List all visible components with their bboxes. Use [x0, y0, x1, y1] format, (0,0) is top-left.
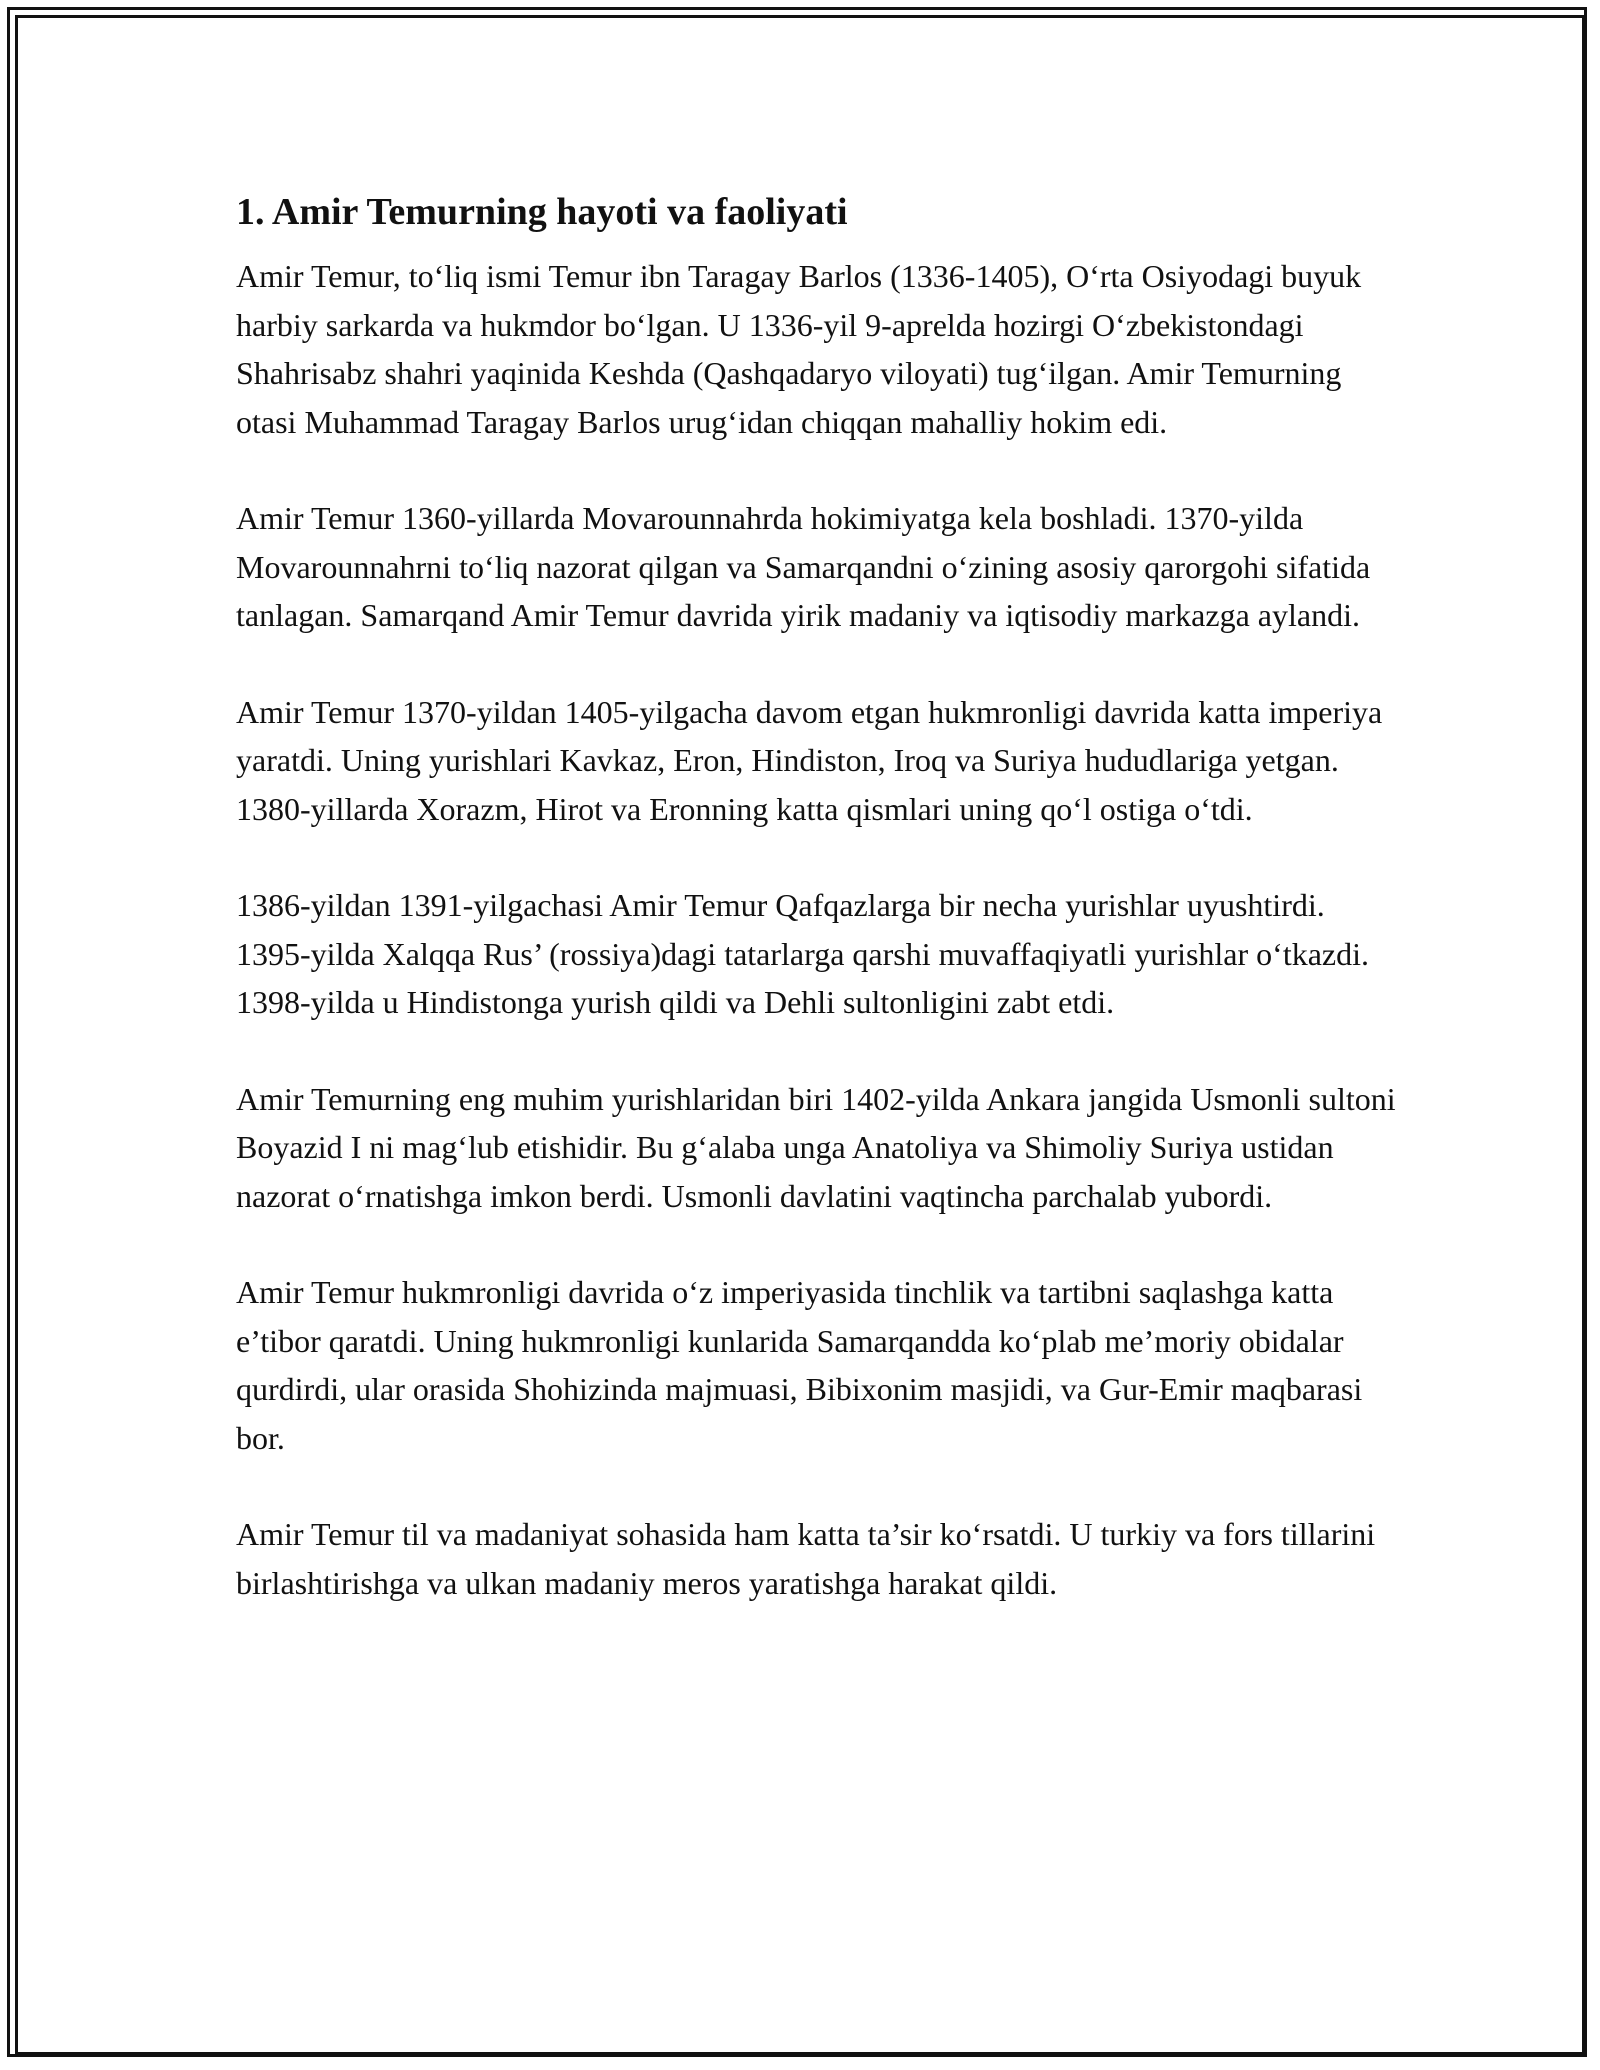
paragraph-culture: Amir Temur til va madaniyat sohasida ham katta ta’sir ko‘rsatdi. U turkiy va fors tillarini birlashtirishga va ulkan madaniy meros yaratishga harakat qildi. [236, 1516, 1376, 1601]
paragraph-ankara-battle: Amir Temurning eng muhim yurishlaridan biri 1402-yilda Ankara jangida Usmonli sultoni Boyazid I ni mag‘lub etishidir. Bu g‘alaba unga Anatoliya va Shimoliy Suriya ustidan nazorat o‘rnatishga imkon berdi. Usmonli davlatini vaqtincha parchalab yubordi. [236, 1080, 1396, 1214]
section-heading: 1. Amir Temurning hayoti va faoliyati [236, 191, 848, 233]
paragraph-architecture: Amir Temur hukmronligi davrida o‘z imperiyasida tinchlik va tartibni saqlashga katta e’tibor qaratdi. Uning hukmronligi kunlarida Samarqandda ko‘plab me’moriy obidalar qurdirdi, ular orasida Shohizinda majmuasi, Bibixonim masjidi, va Gur-Emir maqbarasi bor. [236, 1274, 1363, 1456]
paragraph-empire: Amir Temur 1370-yildan 1405-yilgacha davom etgan hukmronligi davrida katta imperiya yaratdi. Uning yurishlari Kavkaz, Eron, Hindiston, Iroq va Suriya hududlariga yetgan. 1380-yillarda Xorazm, Hirot va Eronning katta qismlari uning qo‘l ostiga o‘tdi. [236, 693, 1383, 827]
paragraph-campaigns: 1386-yildan 1391-yilgachasi Amir Temur Qafqazlarga bir necha yurishlar uyushtirdi. 1395-yilda Xalqqa Rus’ (rossiya)dagi tatarlarga qarshi muvaffaqiyatli yurishlar o‘tkazdi. 1398-yilda u Hindistonga yurish qildi va Dehli sultonligini zabt etdi. [236, 887, 1369, 1020]
paragraph-birth: Amir Temur, to‘liq ismi Temur ibn Taragay Barlos (1336-1405), O‘rta Osiyodagi buyuk harbiy sarkarda va hukmdor bo‘lgan. U 1336-yil 9-aprelda hozirgi O‘zbekistondagi Shahrisabz shahri yaqinida Keshda (Qashqadaryo viloyati) tug‘ilgan. Amir Temurning otasi Muhammad Taragay Barlos urug‘idan chiqqan mahalliy hokim edi. [236, 258, 1362, 440]
document-body [236, 186, 1396, 1655]
paragraph-rise-to-power: Amir Temur 1360-yillarda Movarounnahrda hokimiyatga kela boshladi. 1370-yilda Movarounnahrni to‘liq nazorat qilgan va Samarqandni o‘zining asosiy qarorgohi sifatida tanlagan. Samarqand Amir Temur davrida yirik madaniy va iqtisodiy markazga aylandi. [236, 500, 1371, 633]
